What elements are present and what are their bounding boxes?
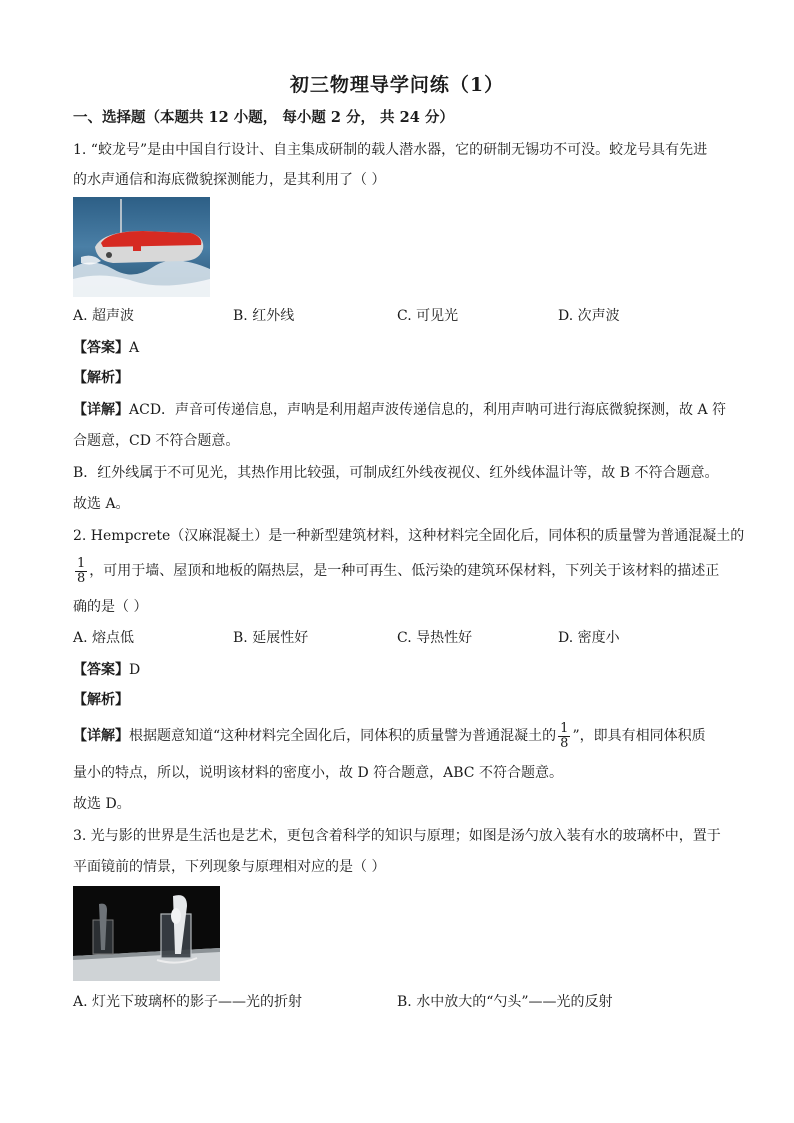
q2-fraction — [75, 557, 87, 586]
q2-detail-line1 — [73, 718, 706, 754]
q2-option-c: C. 导热性好 — [397, 630, 473, 646]
fraction-numerator: 1 — [560, 720, 569, 736]
q3-stem-line1: 3. 光与影的世界是生活也是艺术，更包含着科学的知识与原理；如图是汤勺放入装有水的玻璃杯中，置于 — [73, 828, 721, 844]
q2-answer-value: D — [129, 662, 141, 678]
q3-option-a: A. 灯光下玻璃杯的影子——光的折射 — [73, 994, 303, 1010]
q1-stem-line1: 1. “蛟龙号”是由中国自行设计、自主集成研制的载人潜水器，它的研制无锡功不可没。蛟龙号具有先进 — [73, 142, 708, 158]
q1-conclusion: 故选 A。 — [73, 496, 130, 512]
q2-detail-text1b: ”，即具有相同体积质 — [572, 728, 706, 744]
q2-conclusion: 故选 D。 — [73, 796, 131, 812]
q1-stem-line2: 的水声通信和海底微貌探测能力，是其利用了（ ） — [73, 172, 386, 188]
q1-answer — [73, 338, 139, 358]
q2-stem-line2-text: ，可用于墙、屋顶和地板的隔热层，是一种可再生、低污染的建筑环保材料，下列关于该材料的描述正 — [89, 563, 720, 579]
q1-option-a: A. 超声波 — [73, 308, 135, 324]
q2-detail-line2: 量小的特点，所以，说明该材料的密度小，故 D 符合题意，ABC 不符合题意。 — [73, 765, 563, 781]
q1-option-b: B. 红外线 — [233, 308, 295, 324]
q2-option-a: A. 熔点低 — [73, 630, 135, 646]
q2-detail-text1a: 根据题意知道“这种材料完全固化后，同体积的质量譬为普通混凝土的 — [129, 728, 557, 744]
q1-answer-tag: 【答案】 — [73, 340, 129, 356]
q1-detail-tag: 【详解】 — [73, 402, 129, 418]
q1-detail-line1 — [73, 400, 726, 420]
section-heading: 一、选择题（本题共 12 小题， 每小题 2 分， 共 24 分） — [73, 109, 454, 126]
q2-answer-tag: 【答案】 — [73, 662, 129, 678]
page-title: 初三物理导学问练（1） — [289, 74, 505, 96]
q2-analysis-tag: 【解析】 — [73, 692, 129, 708]
q1-analysis-tag: 【解析】 — [73, 370, 129, 386]
q1-detail-line3: B．红外线属于不可见光，其热作用比较强，可制成红外线夜视仪、红外线体温计等，故 B 不符合题意。 — [73, 465, 719, 481]
q3-stem-line2: 平面镜前的情景，下列现象与原理相对应的是（ ） — [73, 859, 386, 875]
q2-detail-fraction — [558, 722, 570, 751]
jiaolong-submersible-image — [73, 197, 210, 297]
q2-stem-line1: 2. Hempcrete（汉麻混凝土）是一种新型建筑材料，这种材料完全固化后，同体积的质量譬为普通混凝土的 — [73, 528, 745, 544]
fraction-denominator: 8 — [77, 570, 86, 586]
q2-detail-tag: 【详解】 — [73, 728, 129, 744]
q2-stem-line3: 确的是（ ） — [73, 599, 148, 615]
q1-detail-line2: 合题意，CD 不符合题意。 — [73, 433, 240, 449]
q1-answer-value: A — [129, 340, 140, 356]
q2-option-d: D. 密度小 — [558, 630, 620, 646]
q2-stem-line2 — [73, 553, 719, 589]
fraction-numerator: 1 — [77, 555, 86, 571]
q3-option-b: B. 水中放大的“勺头”——光的反射 — [397, 994, 613, 1010]
glass-spoon-mirror-image — [73, 886, 220, 981]
fraction-denominator: 8 — [560, 735, 569, 751]
q1-option-d: D. 次声波 — [558, 308, 620, 324]
q2-answer — [73, 660, 140, 680]
q1-detail-text1: ACD．声音可传递信息，声呐是利用超声波传递信息的，利用声呐可进行海底微貌探测，故 A 符 — [129, 402, 727, 418]
q2-option-b: B. 延展性好 — [233, 630, 309, 646]
q1-option-c: C. 可见光 — [397, 308, 459, 324]
